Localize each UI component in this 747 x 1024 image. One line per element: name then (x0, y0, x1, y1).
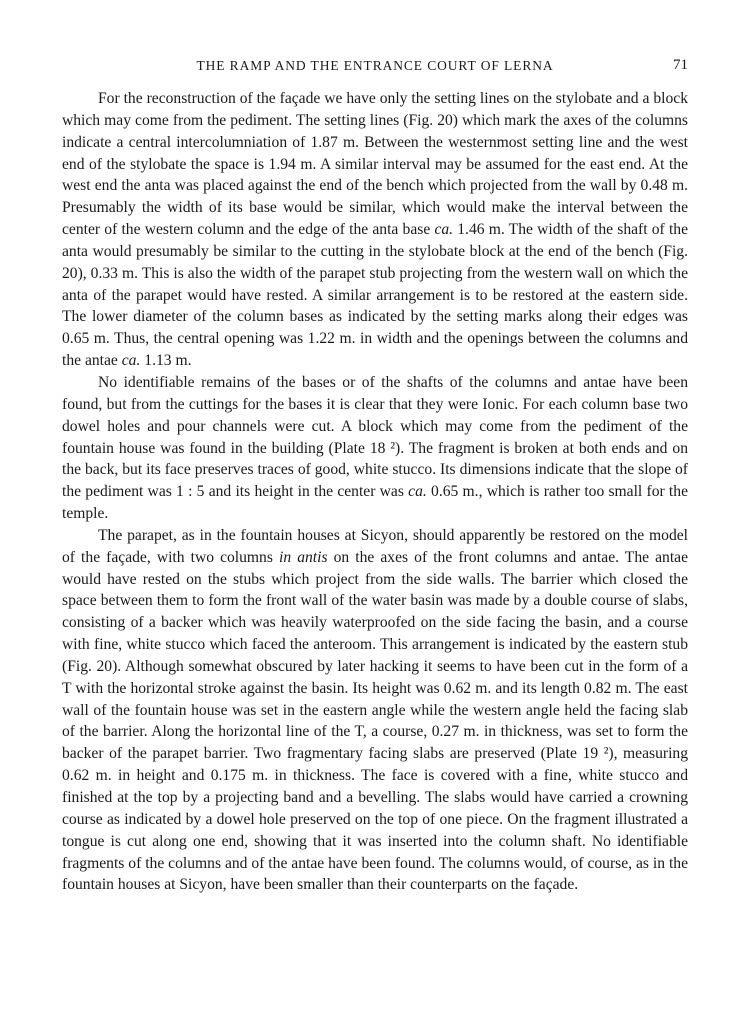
text-run: The parapet, as in the fountain houses at Sicyon, should apparently be restored on the model of the façade, with two columns (62, 526, 688, 566)
italic-text: in antis (279, 548, 328, 566)
paragraph-3 (62, 525, 688, 896)
page-header (62, 56, 688, 78)
text-run: 0.65 m., which is rather too small for the temple. (62, 483, 688, 523)
paragraph-1 (62, 88, 688, 372)
body-text (62, 88, 688, 896)
text-run: 1.13 m. (140, 352, 192, 370)
text-run: 1.46 m. The width of the shaft of the anta would presumably be similar to the cutting in the stylobate block at the end of the bench (Fig. 20), 0.33 m. This is also the width of the parapet stub projecting from the western wall on which the anta of the parapet would have rested. A similar arrangement is to be restored at the eastern side. The lower diameter of the column bases as indicated by the setting marks along their edges was 0.65 m. Thus, the central opening was 1.22 m. in width and the openings between the columns and the antae (62, 221, 688, 370)
page-number: 71 (673, 57, 688, 73)
italic-text: ca. (408, 483, 427, 501)
paragraph-2 (62, 372, 688, 525)
text-run: No identifiable remains of the bases or of the shafts of the columns and antae have been found, but from the cuttings for the bases it is clear that they were Ionic. For each column base two dowel holes and pour channels were cut. A block which may come from the pediment of the fountain house was found in the building (Plate 18 ²). The fragment is broken at both ends and on the back, but its face preserves traces of good, white stucco. Its dimensions indicate that the slope of the pediment was 1 : 5 and its height in the center was (62, 373, 688, 501)
running-head: THE RAMP AND THE ENTRANCE COURT OF LERNA (196, 58, 554, 73)
italic-text: ca. (121, 352, 141, 370)
text-run: on the axes of the front columns and antae. The antae would have rested on the stubs which project from the side walls. The barrier which closed the space between them to form the front wall of the water basin was made by a double course of slabs, consisting of a backer which was heavily waterproofed on the side facing the basin, and a course with fine, white stucco which faced the anteroom. This arrangement is indicated by the eastern stub (Fig. 20). Although somewhat obscured by later hacking it seems to have been cut in the form of a T with the horizontal stroke against the basin. Its height was 0.62 m. and its length 0.82 m. The east wall of the fountain house was set in the eastern angle while the western angle held the facing slab of the barrier. Along the horizontal line of the T, a course, 0.27 m. in thickness, was set to form the backer of the parapet barrier. Two fragmentary facing slabs are preserved (Plate 19 ²), measuring 0.62 m. in height and 0.175 m. in thickness. The face is covered with a fine, white stucco and finished at the top by a projecting band and a bevelling. The slabs would have carried a crowning course as indicated by a dowel hole preserved on the top of one piece. On the fragment illustrated a tongue is cut along one end, showing that it was inserted into the column shaft. No identifiable fragments of the columns and of the antae have been found. The columns would, of course, as in the fountain houses at Sicyon, have been smaller than their counterparts on the façade. (62, 548, 689, 894)
text-run: For the reconstruction of the façade we have only the setting lines on the stylobate and a block which may come from the pediment. The setting lines (Fig. 20) which mark the axes of the columns indicate a central intercolumniation of 1.87 m. Between the westernmost setting line and the west end of the stylobate the space is 1.94 m. A similar interval may be assumed for the east end. At the west end the anta was placed against the end of the bench which projected from the wall by 0.48 m. Presumably the width of its base would be similar, which would make the interval between the center of the western column and the edge of the anta base (62, 90, 688, 239)
italic-text: ca. (434, 221, 454, 239)
